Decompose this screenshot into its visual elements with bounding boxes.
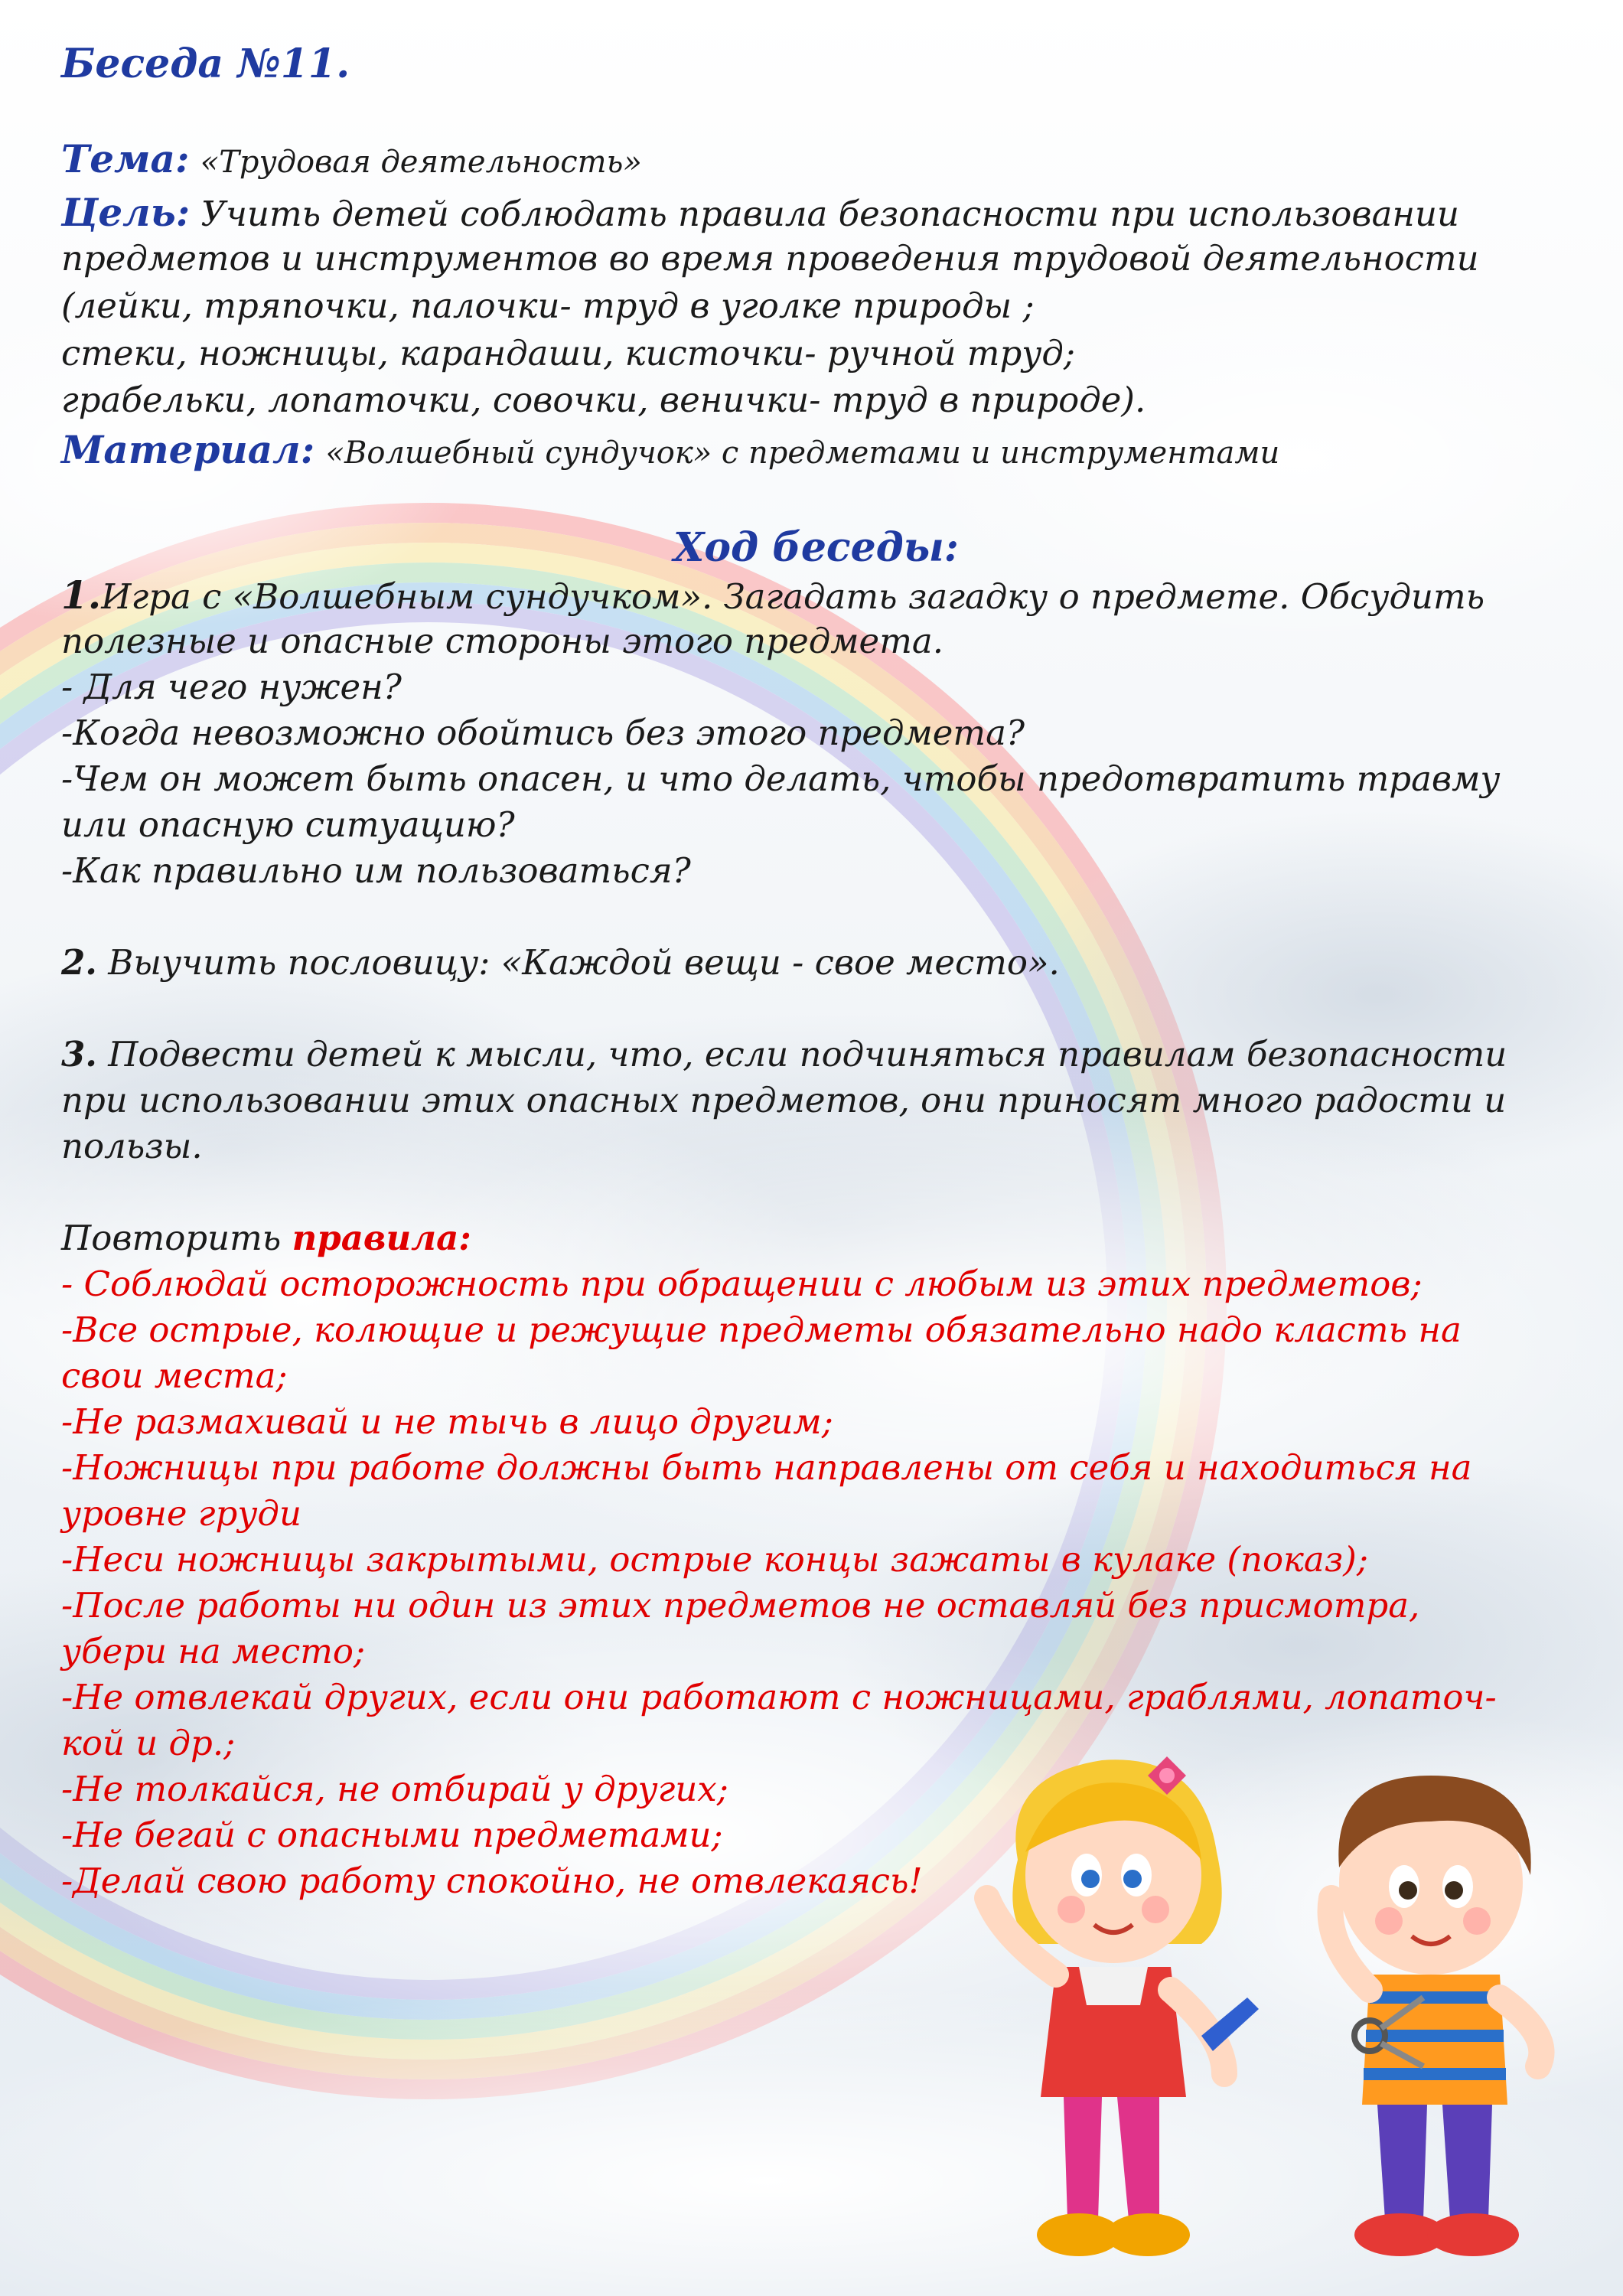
goal-line: Учить детей соблюдать правила безопасности при использовании <box>200 194 1460 234</box>
rule-line: -Не бегай с опасными предметами; <box>61 1815 723 1855</box>
progress-heading: Ход беседы: <box>673 524 959 571</box>
material-row <box>61 427 1280 472</box>
goal-row <box>61 190 1460 235</box>
step1-line: - Для чего нужен? <box>61 667 402 707</box>
step3-line: при использовании этих опасных предметов, они приносят много радости и <box>61 1080 1507 1120</box>
step3-row <box>61 1034 1507 1075</box>
rule-line: -Ножницы при работе должны быть направлены от себя и находиться на <box>61 1447 1472 1488</box>
rule-line: -Не толкайся, не отбирай у других; <box>61 1769 728 1809</box>
step1-number: 1. <box>61 572 102 618</box>
step1-line: полезные и опасные стороны этого предмета. <box>61 621 943 661</box>
rule-line: -Не размахивай и не тычь в лицо другим; <box>61 1401 833 1442</box>
step3-line: Подвести детей к мысли, что, если подчиняться правилам безопасности <box>108 1034 1507 1075</box>
rule-line: уровне груди <box>61 1493 301 1534</box>
rule-line: - Соблюдай осторожность при обращении с любым из этих предметов; <box>61 1264 1423 1304</box>
boy-figure <box>1331 1776 1542 2256</box>
material-label: Материал: <box>61 427 315 472</box>
rules-heading-row <box>61 1218 471 1258</box>
step2-text: Выучить пословицу: «Каждой вещи - свое место». <box>108 942 1060 983</box>
step1-row <box>61 572 1485 618</box>
rule-line: убери на место; <box>61 1631 366 1671</box>
rules-intro: Повторить <box>61 1218 282 1258</box>
step3-line: пользы. <box>61 1126 203 1166</box>
rule-line: кой и др.; <box>61 1723 236 1763</box>
goal-line: (лейки, тряпочки, палочки- труд в уголке природы ; <box>61 285 1035 326</box>
topic-label: Тема: <box>61 136 190 181</box>
material-text: «Волшебный сундучок» с предметами и инструментами <box>325 435 1280 471</box>
rules-label: правила: <box>292 1218 471 1258</box>
topic-row <box>61 136 642 181</box>
goal-label: Цель: <box>61 190 191 235</box>
step1-line: -Как правильно им пользоваться? <box>61 850 691 891</box>
goal-line: стеки, ножницы, карандаши, кисточки- ручной труд; <box>61 333 1076 373</box>
rule-line: свои места; <box>61 1355 288 1396</box>
step2-number: 2. <box>61 942 97 983</box>
goal-line: предметов и инструментов во время проведения трудовой деятельности <box>61 238 1479 279</box>
step1-line: -Чем он может быть опасен, и что делать, чтобы предотвратить травму <box>61 758 1501 799</box>
page-title: Беседа №11. <box>61 41 350 87</box>
rule-line: -Делай свою работу спокойно, не отвлекаясь! <box>61 1861 923 1901</box>
rule-line: -Все острые, колющие и режущие предметы обязательно надо класть на <box>61 1309 1462 1350</box>
step1-line: или опасную ситуацию? <box>61 804 515 845</box>
children-illustration <box>972 1745 1599 2281</box>
girl-figure <box>987 1756 1259 2256</box>
rule-line: -Неси ножницы закрытыми, острые концы зажаты в кулаке (показ); <box>61 1539 1369 1580</box>
step3-number: 3. <box>61 1034 97 1075</box>
topic-text: «Трудовая деятельность» <box>200 145 642 180</box>
goal-line: грабельки, лопаточки, совочки, венички- труд в природе). <box>61 380 1146 420</box>
step1-line: Игра с «Волшебным сундучком». Загадать загадку о предмете. Обсудить <box>101 576 1485 617</box>
step1-line: -Когда невозможно обойтись без этого предмета? <box>61 713 1025 753</box>
rule-line: -После работы ни один из этих предметов не оставляй без присмотра, <box>61 1585 1420 1626</box>
step2-row <box>61 942 1060 983</box>
rule-line: -Не отвлекай других, если они работают с ножницами, граблями, лопаточ- <box>61 1677 1497 1717</box>
